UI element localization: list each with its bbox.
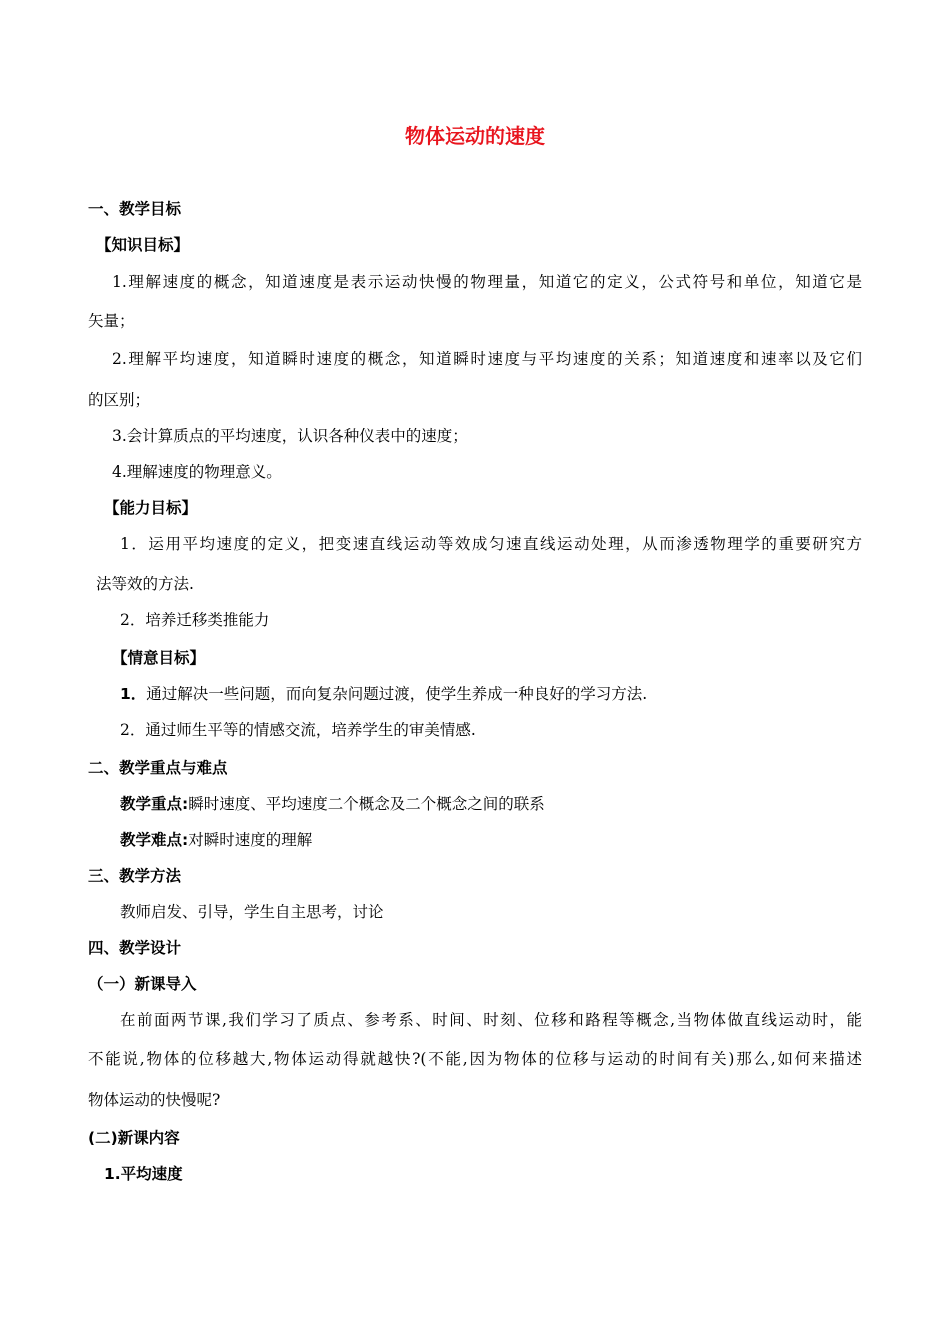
methods-text: 教师启发、引导，学生自主思考，讨论 [120,903,384,921]
section-heading-design: 四、教学设计 [88,939,182,957]
knowledge-item-4: 4.理解速度的物理意义。 [112,463,282,481]
ability-item-2: 2．培养迁移类推能力 [120,611,270,629]
key-point-label: 教学重点: [120,795,189,813]
emotion-item-1 [120,683,647,705]
difficult-point-text: 对瞬时速度的理解 [188,831,313,849]
content-item-average-velocity: 1.平均速度 [104,1165,183,1183]
subheading-ability-goals: 【能力目标】 [104,499,198,517]
knowledge-item-2-line-1: 2.理解平均速度，知道瞬时速度的概念，知道瞬时速度与平均速度的关系；知道速度和速率以及它们 [112,350,862,368]
knowledge-item-2-line-2: 的区别； [88,391,151,409]
key-point-text: 瞬时速度、平均速度二个概念及二个概念之间的联系 [188,795,545,813]
knowledge-item-1-line-2: 矢量； [88,312,135,330]
subheading-emotion-goals: 【情意目标】 [112,649,206,667]
subheading-intro: （一）新课导入 [88,975,197,993]
section-heading-key-points: 二、教学重点与难点 [88,759,228,777]
emotion-item-2: 2．通过师生平等的情感交流，培养学生的审美情感. [120,721,476,739]
knowledge-item-3: 3.会计算质点的平均速度，认识各种仪表中的速度； [112,427,468,445]
document-title: 物体运动的速度 [405,124,545,148]
emotion-item-1-text: 通过解决一些问题，而向复杂问题过渡，使学生养成一种良好的学习方法. [146,685,648,703]
difficult-point-row [120,829,312,851]
intro-paragraph-line-1: 在前面两节课,我们学习了质点、参考系、时间、时刻、位移和路程等概念,当物体做直线运动时，能 [120,1011,862,1029]
section-heading-methods: 三、教学方法 [88,867,182,885]
ability-item-1-line-2: 法等效的方法. [96,575,194,593]
intro-paragraph-line-2: 不能说,物体的位移越大,物体运动得就越快?(不能,因为物体的位移与运动的时间有关)那么,如何来描述 [88,1050,862,1068]
difficult-point-label: 教学难点: [120,831,189,849]
key-point-row [120,793,545,815]
subheading-knowledge-goals: 【知识目标】 [96,236,190,254]
subheading-new-content: (二)新课内容 [88,1129,180,1147]
section-heading-goals: 一、教学目标 [88,200,182,218]
emotion-item-1-number: 1． [120,685,147,703]
ability-item-1-line-1: 1．运用平均速度的定义，把变速直线运动等效成匀速直线运动处理，从而渗透物理学的重要研究方 [120,535,862,553]
intro-paragraph-line-3: 物体运动的快慢呢? [88,1091,221,1109]
knowledge-item-1-line-1: 1.理解速度的概念，知道速度是表示运动快慢的物理量，知道它的定义，公式符号和单位，知道它是 [112,273,862,291]
